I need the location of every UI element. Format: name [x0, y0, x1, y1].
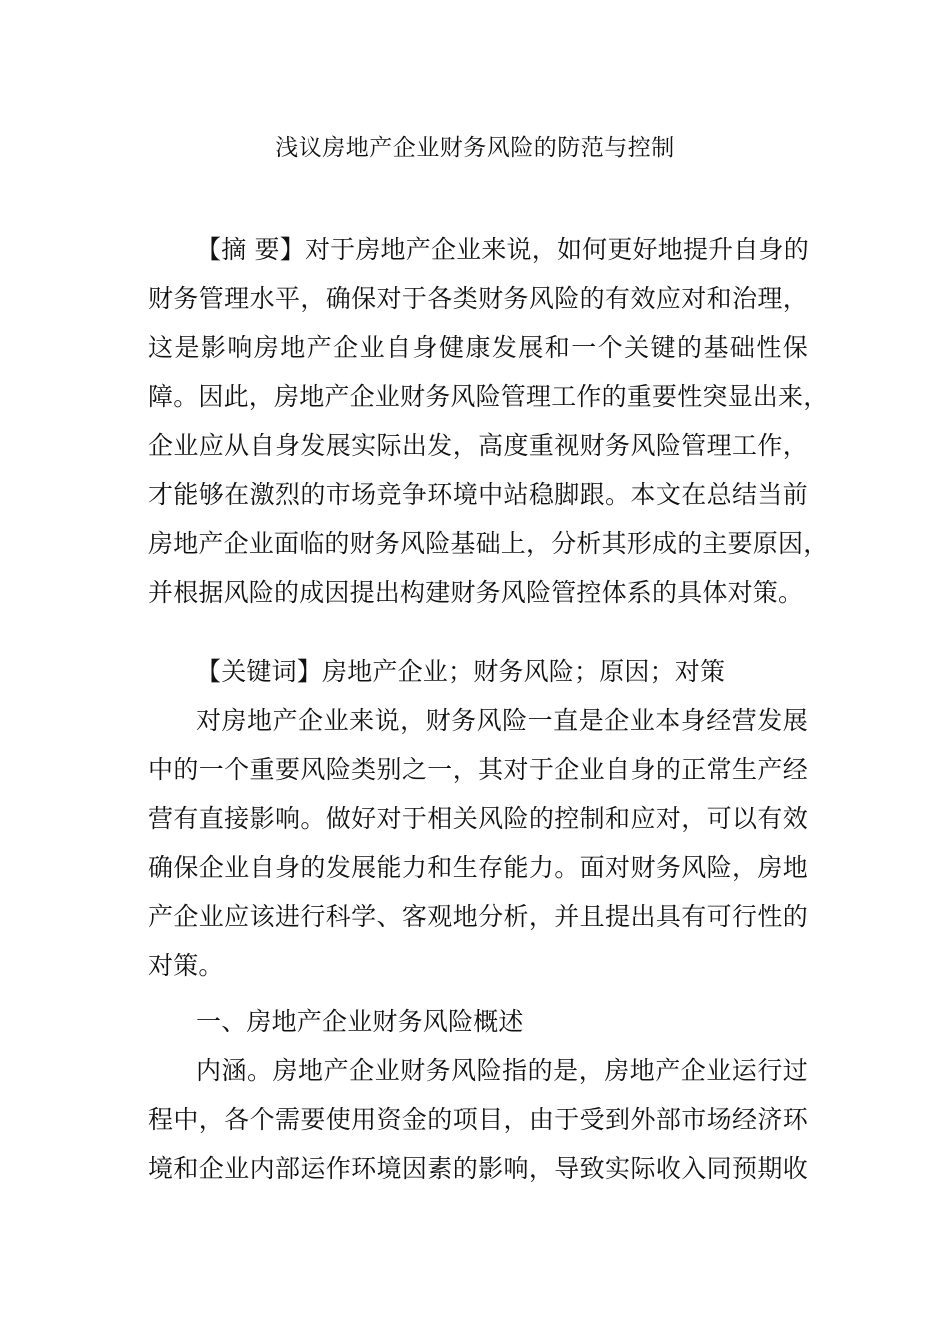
- intro-line: 产企业应该进行科学、客观地分析，并且提出具有可行性的: [148, 902, 808, 931]
- intro-line: 中的一个重要风险类别之一，其对于企业自身的正常生产经: [148, 755, 808, 784]
- abstract-line: 这是影响房地产企业自身健康发展和一个关键的基础性保: [148, 333, 808, 362]
- abstract-line: 财务管理水平，确保对于各类财务风险的有效应对和治理，: [148, 284, 808, 313]
- abstract-line: 企业应从自身发展实际出发，高度重视财务风险管理工作，: [148, 431, 808, 460]
- intro-line: 对房地产企业来说，财务风险一直是企业本身经营发展: [196, 706, 808, 735]
- intro-line: 对策。: [148, 951, 224, 980]
- section-heading: 一、房地产企业财务风险概述: [196, 1007, 524, 1036]
- abstract-line: 房地产企业面临的财务风险基础上，分析其形成的主要原因，: [148, 529, 829, 558]
- abstract-line: 障。因此，房地产企业财务风险管理工作的重要性突显出来，: [148, 382, 829, 411]
- section-line: 内涵。房地产企业财务风险指的是，房地产企业运行过: [196, 1056, 808, 1085]
- intro-line: 营有直接影响。做好对于相关风险的控制和应对，可以有效: [148, 804, 808, 833]
- section-line: 程中，各个需要使用资金的项目，由于受到外部市场经济环: [148, 1105, 808, 1134]
- section-line: 境和企业内部运作环境因素的影响，导致实际收入同预期收: [148, 1154, 808, 1183]
- abstract-line: 【摘 要】对于房地产企业来说，如何更好地提升自身的: [196, 235, 809, 264]
- abstract-line: 并根据风险的成因提出构建财务风险管控体系的具体对策。: [148, 578, 804, 607]
- abstract-line: 才能够在激烈的市场竞争环境中站稳脚跟。本文在总结当前: [148, 480, 808, 509]
- document-title: 浅议房地产企业财务风险的防范与控制: [275, 135, 675, 161]
- keywords-line: 【关键词】房地产企业；财务风险；原因；对策: [196, 657, 726, 686]
- intro-line: 确保企业自身的发展能力和生存能力。面对财务风险，房地: [148, 853, 808, 882]
